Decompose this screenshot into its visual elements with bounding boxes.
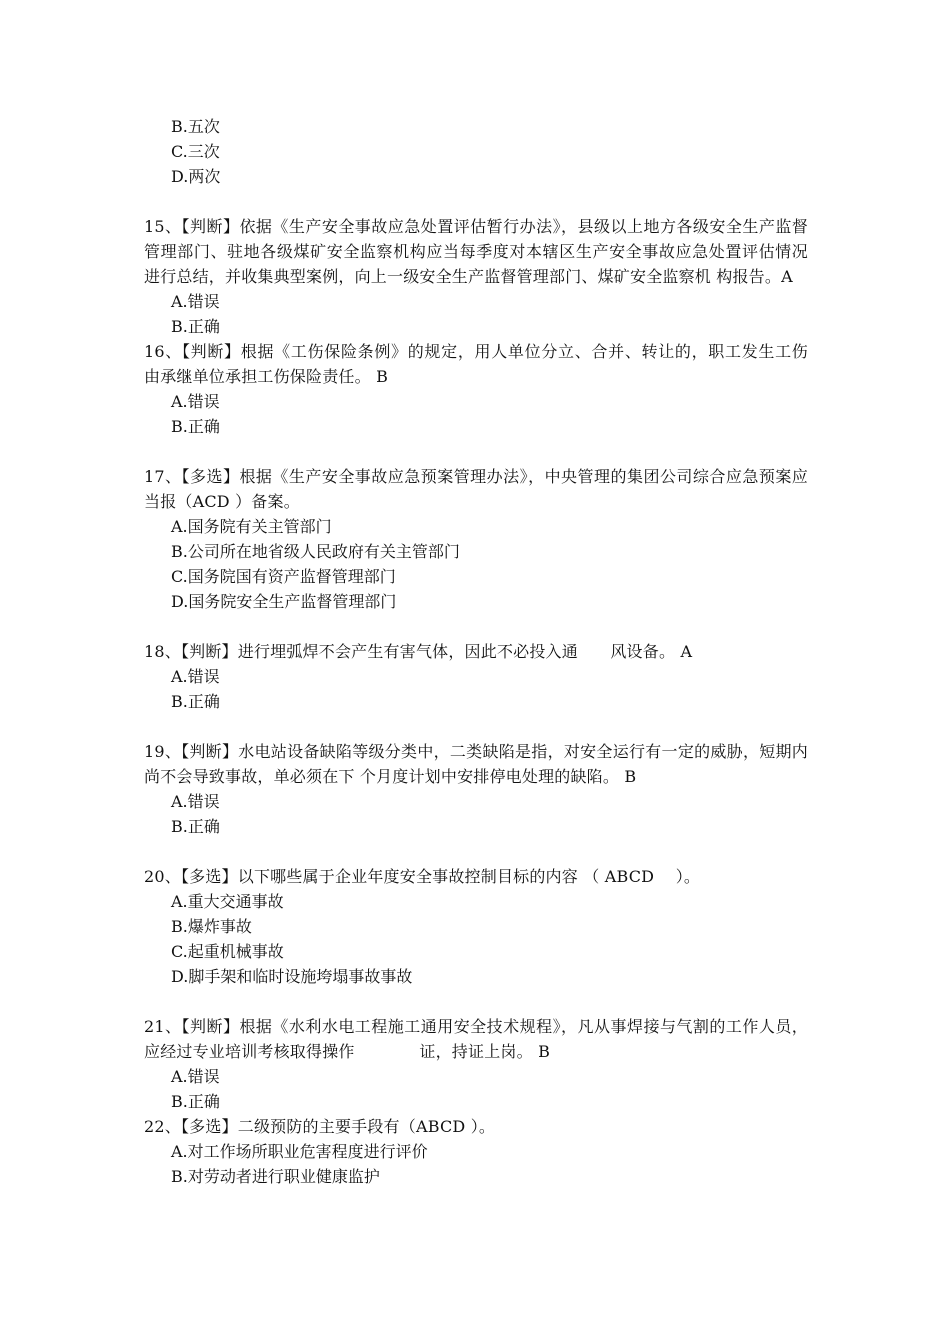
option-b: B.正确 <box>171 817 220 836</box>
option-a: A.错误 <box>171 392 220 411</box>
question-20 <box>144 864 808 989</box>
option-b: B.正确 <box>171 692 220 711</box>
option-b: B.正确 <box>171 417 220 436</box>
question-21 <box>144 1014 808 1114</box>
question-stem: 18、【判断】进行埋弧焊不会产生有害气体，因此不必投入通 风设备。 A <box>144 642 693 661</box>
question-stem: 19、【判断】水电站设备缺陷等级分类中，二类缺陷是指，对安全运行有一定的威胁，短期内尚不会导致事故，单必须在下 个月度计划中安排停电处理的缺陷。 B <box>144 742 808 786</box>
document-content <box>144 114 808 1189</box>
option-c: C.起重机械事故 <box>171 942 284 961</box>
option-b: B.公司所在地省级人民政府有关主管部门 <box>171 542 460 561</box>
option-a: A.重大交通事故 <box>171 892 284 911</box>
question-15 <box>144 214 808 339</box>
option-b: B.正确 <box>171 1092 220 1111</box>
question-stem: 22、【多选】二级预防的主要手段有（ABCD ）。 <box>144 1117 496 1136</box>
question-stem: 16、【判断】根据《工伤保险条例》的规定，用人单位分立、合并、转让的，职工发生工伤 由承继单位承担工伤保险责任。 B <box>144 342 808 386</box>
option-a: A.对工作场所职业危害程度进行评价 <box>171 1142 428 1161</box>
question-stem: 15、【判断】依据《生产安全事故应急处置评估暂行办法》，县级以上地方各级安全生产监督管理部门、驻地各级煤矿安全监察机构应当每季度对本辖区生产安全事故应急处置评估情况进行总结，并收集典型案例，向上一级安全生产监督管理部门、煤矿安全监察机 构报告。A <box>144 217 808 286</box>
option-b: B.对劳动者进行职业健康监护 <box>171 1167 380 1186</box>
question-22 <box>144 1114 808 1189</box>
option-c: C.国务院国有资产监督管理部门 <box>171 567 396 586</box>
question-stem: 21、【判断】根据《水利水电工程施工通用安全技术规程》，凡从事焊接与气割的工作人员，应经过专业培训考核取得操作 证，持证上岗。 B <box>144 1017 808 1061</box>
option-b: B.爆炸事故 <box>171 917 252 936</box>
question-16 <box>144 339 808 439</box>
question-17 <box>144 464 808 614</box>
option-d: D.国务院安全生产监督管理部门 <box>171 592 397 611</box>
option-b: B.五次 <box>171 117 220 136</box>
option-d: D.两次 <box>171 167 221 186</box>
option-a: A.错误 <box>171 1067 220 1086</box>
option-a: A.错误 <box>171 792 220 811</box>
option-a: A.错误 <box>171 292 220 311</box>
option-b: B.正确 <box>171 317 220 336</box>
question-18 <box>144 639 808 714</box>
option-c: C.三次 <box>171 142 220 161</box>
question-19 <box>144 739 808 839</box>
option-a: A.国务院有关主管部门 <box>171 517 332 536</box>
option-d: D.脚手架和临时设施垮塌事故事故 <box>171 967 413 986</box>
previous-question-options <box>144 114 808 189</box>
question-stem: 20、【多选】以下哪些属于企业年度安全事故控制目标的内容 （ ABCD ）。 <box>144 867 701 886</box>
option-a: A.错误 <box>171 667 220 686</box>
question-stem: 17、【多选】根据《生产安全事故应急预案管理办法》，中央管理的集团公司综合应急预案应当报（ACD ）备案。 <box>144 467 808 511</box>
